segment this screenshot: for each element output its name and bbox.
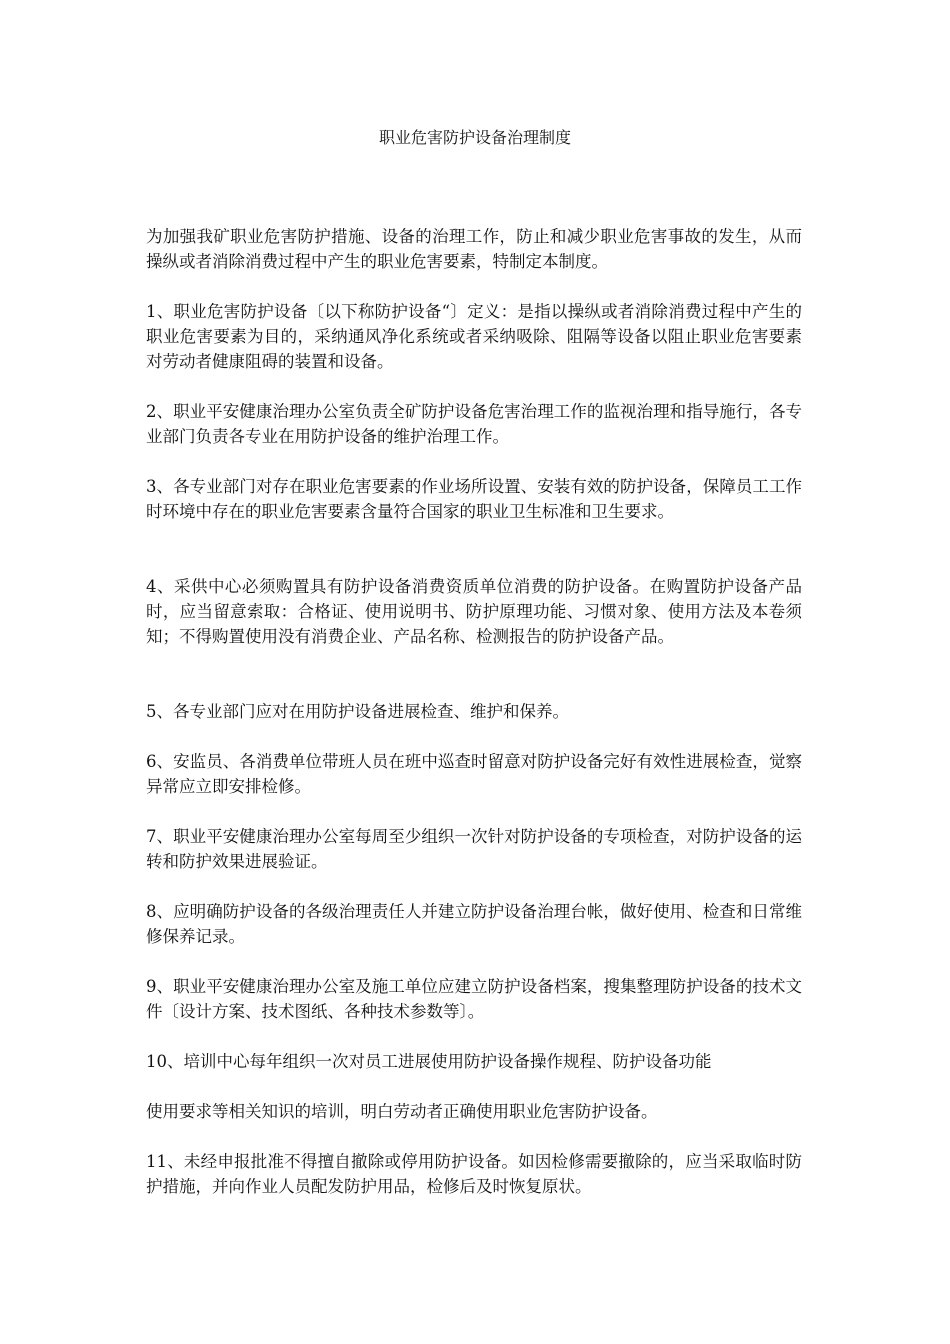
- paragraph-4: 4、采供中心必须购置具有防护设备消费资质单位消费的防护设备。在购置防护设备产品时，应当留意索取：合格证、使用说明书、防护原理功能、习惯对象、使用方法及本卷须知；不得购置使用没有消费企业、产品名称、检测报告的防护设备产品。: [146, 577, 802, 646]
- document-title: 职业危害防护设备治理制度: [378, 128, 571, 147]
- paragraph-9: 9、职业平安健康治理办公室及施工单位应建立防护设备档案，搜集整理防护设备的技术文件〔设计方案、技术图纸、各种技术参数等〕。: [146, 977, 802, 1021]
- paragraph-3: 3、各专业部门对存在职业危害要素的作业场所设置、安装有效的防护设备，保障员工工作时环境中存在的职业危害要素含量符合国家的职业卫生标准和卫生要求。: [146, 477, 802, 521]
- paragraph-2: 2、职业平安健康治理办公室负责全矿防护设备危害治理工作的监视治理和指导施行，各专业部门负责各专业在用防护设备的维护治理工作。: [146, 402, 802, 446]
- paragraph-1: 1、职业危害防护设备〔以下称防护设备“〕定义：是指以操纵或者消除消费过程中产生的职业危害要素为目的，采纳通风净化系统或者采纳吸除、阻隔等设备以阻止职业危害要素对劳动者健康阻碍的装置和设备。: [146, 302, 802, 371]
- paragraph-10-line-2: 使用要求等相关知识的培训，明白劳动者正确使用职业危害防护设备。: [146, 1102, 658, 1121]
- paragraph-5: 5、各专业部门应对在用防护设备进展检查、维护和保养。: [146, 702, 569, 721]
- paragraph-8: 8、应明确防护设备的各级治理责任人并建立防护设备治理台帐，做好使用、检查和日常维修保养记录。: [146, 902, 802, 946]
- paragraph-intro: 为加强我矿职业危害防护措施、设备的治理工作，防止和减少职业危害事故的发生，从而操纵或者消除消费过程中产生的职业危害要素，特制定本制度。: [146, 227, 802, 271]
- paragraph-6: 6、安监员、各消费单位带班人员在班中巡查时留意对防护设备完好有效性进展检查，觉察异常应立即安排检修。: [146, 752, 802, 796]
- paragraph-7: 7、职业平安健康治理办公室每周至少组织一次针对防护设备的专项检查，对防护设备的运转和防护效果进展验证。: [146, 827, 802, 871]
- paragraph-11: 11、未经申报批准不得擅自撤除或停用防护设备。如因检修需要撤除的，应当采取临时防护措施，并向作业人员配发防护用品，检修后及时恢复原状。: [146, 1152, 802, 1196]
- paragraph-10-line-1: 10、培训中心每年组织一次对员工进展使用防护设备操作规程、防护设备功能: [146, 1052, 712, 1071]
